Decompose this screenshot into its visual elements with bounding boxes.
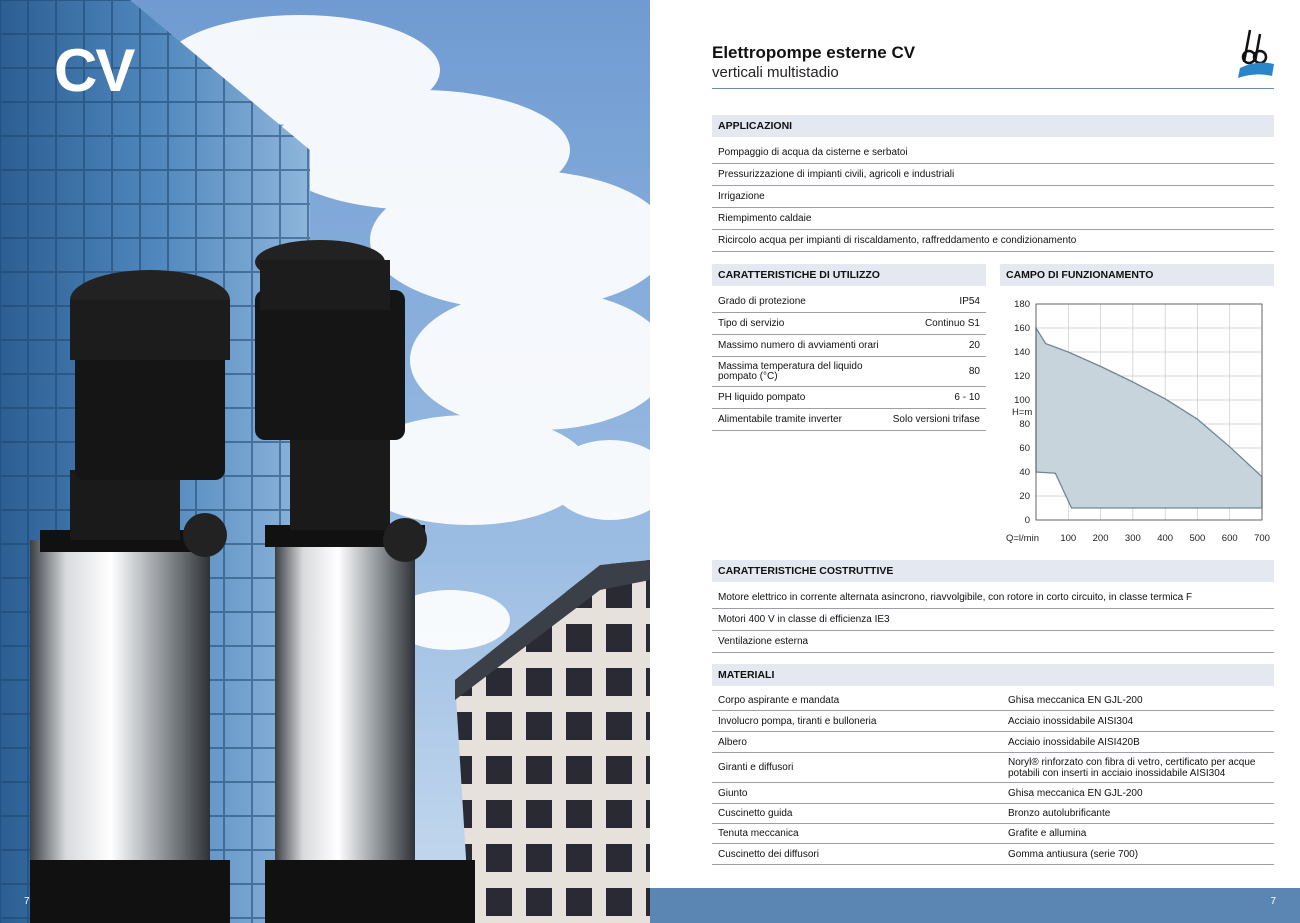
x-tick-label: 200	[1092, 533, 1109, 544]
page-subtitle: verticali multistadio	[712, 64, 839, 81]
y-tick-label: 0	[1024, 515, 1030, 526]
x-tick-label: 700	[1254, 533, 1270, 544]
spec-label: Massima temperatura del liquido pompato (°C)	[718, 360, 863, 382]
campo-funzionamento-heading: CAMPO DI FUNZIONAMENTO	[1000, 264, 1274, 286]
title-divider	[712, 88, 1274, 89]
table-row	[712, 732, 1274, 753]
material-part: Giunto	[718, 787, 748, 799]
material-value: Acciaio inossidabile AISI420B	[1008, 736, 1140, 748]
list-item: Ricircolo acqua per impianti di riscaldamento, raffreddamento e condizionamento	[712, 230, 1274, 252]
page-number-left: 7	[24, 896, 30, 907]
material-part: Giranti e diffusori	[718, 762, 794, 773]
list-item: Pompaggio di acqua da cisterne e serbatoi	[712, 142, 1274, 164]
spec-label: Massimo numero di avviamenti orari	[718, 340, 879, 351]
y-axis-label: H=m	[1012, 407, 1033, 418]
x-axis-label: Q=l/min	[1006, 533, 1039, 544]
operating-range-area	[1036, 328, 1262, 508]
y-tick-label: 80	[1019, 419, 1030, 430]
caratteristiche-costruttive-heading: CARATTERISTICHE COSTRUTTIVE	[712, 560, 1274, 582]
caratteristiche-utilizzo-heading: CARATTERISTICHE DI UTILIZZO	[712, 264, 986, 286]
spec-row	[712, 291, 986, 313]
spec-row	[712, 313, 986, 335]
spec-value: 6 - 10	[954, 392, 980, 403]
spec-row	[712, 335, 986, 357]
material-value: Grafite e allumina	[1008, 828, 1087, 839]
y-tick-label: 180	[1014, 299, 1030, 310]
footer-band	[650, 888, 1300, 923]
y-tick-label: 120	[1014, 371, 1030, 382]
material-value: Ghisa meccanica EN GJL-200	[1008, 787, 1143, 799]
spec-row	[712, 357, 986, 387]
spec-label: Alimentabile tramite inverter	[718, 414, 842, 425]
page-number-right: 7	[1270, 896, 1276, 907]
list-item: Motori 400 V in classe di efficienza IE3	[712, 609, 1274, 631]
material-part: Cuscinetto guida	[718, 808, 793, 819]
material-value: Bronzo autolubrificante	[1008, 808, 1111, 819]
spec-value: IP54	[959, 296, 980, 307]
operating-range-chart	[1006, 292, 1276, 548]
material-part: Tenuta meccanica	[718, 828, 799, 839]
x-tick-label: 400	[1157, 533, 1174, 544]
spec-label: Grado di protezione	[718, 296, 806, 307]
y-tick-label: 140	[1014, 347, 1030, 358]
table-row	[712, 691, 1274, 711]
table-row	[712, 804, 1274, 824]
spec-label: PH liquido pompato	[718, 392, 806, 403]
page-title: Elettropompe esterne CV	[712, 43, 916, 62]
table-row	[712, 824, 1274, 844]
list-item: Pressurizzazione di impianti civili, agricoli e industriali	[712, 164, 1274, 186]
material-value: Gomma antiusura (serie 700)	[1008, 848, 1139, 860]
spec-value: 80	[968, 365, 980, 377]
spec-value: Continuo S1	[924, 318, 980, 329]
right-spec-page	[650, 0, 1300, 923]
product-code-title: CV	[54, 37, 134, 104]
material-value: Acciaio inossidabile AISI304	[1008, 715, 1134, 727]
x-tick-label: 100	[1060, 533, 1077, 544]
x-tick-label: 300	[1124, 533, 1141, 544]
y-tick-label: 20	[1019, 491, 1030, 502]
x-tick-label: 500	[1189, 533, 1206, 544]
list-item: Ventilazione esterna	[712, 631, 1274, 653]
material-value: Noryl® rinforzato con fibra di vetro, certificato per acque potabili con inserti in acciaio inossidabile AISI304	[1008, 756, 1256, 779]
spec-row	[712, 409, 986, 431]
table-row	[712, 711, 1274, 732]
spec-label: Tipo di servizio	[718, 318, 785, 329]
table-row	[712, 844, 1274, 865]
material-part: Corpo aspirante e mandata	[718, 695, 840, 706]
x-tick-label: 600	[1221, 533, 1238, 544]
material-part: Involucro pompa, tiranti e bulloneria	[718, 715, 877, 727]
material-part: Cuscinetto dei diffusori	[718, 848, 819, 860]
spec-value: Solo versioni trifase	[892, 414, 980, 425]
list-item: Motore elettrico in corrente alternata asincrono, riavvolgibile, con rotore in corto circuito, in classe termica F	[712, 587, 1274, 609]
company-logo-icon	[1236, 28, 1276, 80]
spec-value: 20	[968, 340, 980, 351]
spec-row	[712, 387, 986, 409]
material-part: Albero	[718, 736, 747, 748]
material-value: Ghisa meccanica EN GJL-200	[1008, 695, 1143, 706]
y-tick-label: 60	[1019, 443, 1030, 454]
applicazioni-heading: APPLICAZIONI	[712, 115, 1274, 137]
table-row	[712, 753, 1274, 783]
y-tick-label: 40	[1019, 467, 1030, 478]
materiali-heading: MATERIALI	[712, 664, 1274, 686]
table-row	[712, 783, 1274, 804]
y-tick-label: 160	[1014, 323, 1030, 334]
list-item: Riempimento caldaie	[712, 208, 1274, 230]
list-item: Irrigazione	[712, 186, 1274, 208]
x-axis-ticks	[1060, 533, 1270, 544]
y-tick-label: 100	[1014, 395, 1030, 406]
